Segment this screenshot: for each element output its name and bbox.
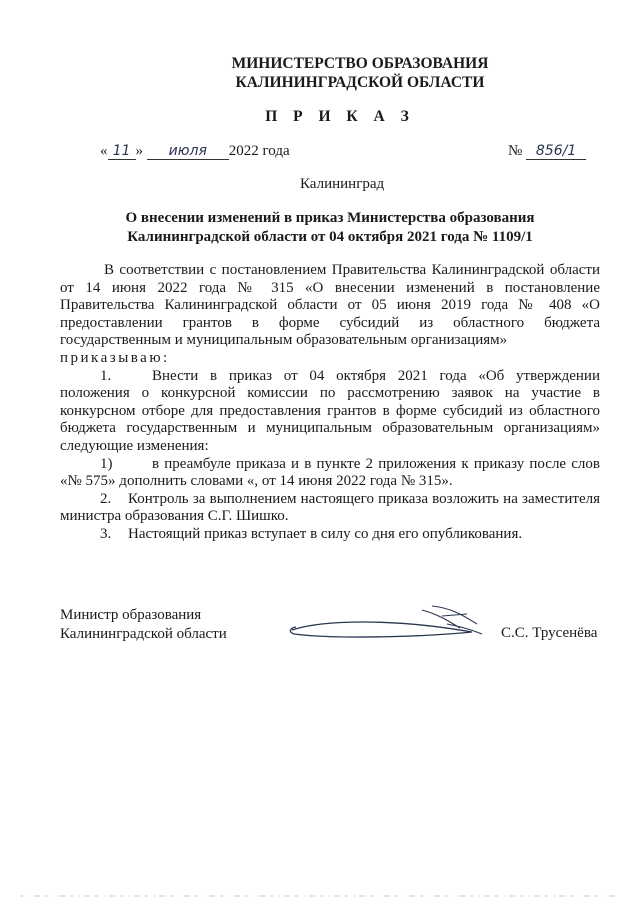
- sub-item-1-text: в преамбуле приказа и в пункте 2 приложения к приказу после слов «№ 575» дополнить словами «, от 14 июня 2022 года № 315».: [60, 455, 600, 490]
- sub-item-1: [60, 456, 600, 491]
- document-date: [100, 143, 290, 160]
- date-month: июля: [147, 144, 229, 160]
- signatory-title: [60, 606, 227, 644]
- ministry-line-1: МИНИСТЕРСТВО ОБРАЗОВАНИЯ: [231, 55, 489, 72]
- signatory-title-line-2: Калининградской области: [60, 626, 227, 642]
- item-1-text: Внести в приказ от 04 октября 2021 года «Об утверждении положения о конкурсной комиссии по рассмотрению заявок на участие в конкурсном отборе для предоставления грантов в форме субсидий из областного бюджета государственным и муниципальным образовательным организациям» следующие изменения:: [60, 367, 600, 454]
- sub-item-1-number: 1): [100, 455, 113, 472]
- date-close-quote: »: [135, 143, 143, 159]
- item-2-text: Контроль за выполнением настоящего приказа возложить на заместителя министра образования С.Г. Шишко.: [60, 490, 600, 525]
- number-label: №: [508, 143, 523, 159]
- item-1: [60, 368, 600, 456]
- signatory-title-line-1: Министр образования: [60, 607, 202, 623]
- handwritten-signature: [282, 598, 492, 648]
- item-1-number: 1.: [100, 367, 112, 384]
- subject-line-2: Калининградской области от 04 октября 2021 года № 1109/1: [127, 229, 533, 245]
- date-open-quote: «: [100, 143, 108, 159]
- number-value: 856/1: [526, 144, 586, 160]
- document-body: [60, 262, 600, 544]
- preamble-paragraph: В соответствии с постановлением Правительства Калининградской области от 14 июня 2022 года № 315 «О внесении изменений в постановление Правительства Калининградской области от 05 июня 2019 года № 408 «О предоставлении грантов в форме субсидий из областного бюджета государственным и муниципальным образовательным организациям»: [60, 262, 600, 349]
- document-type: П Р И К А З: [265, 108, 415, 125]
- item-3: [60, 526, 600, 544]
- city: Калининград: [300, 176, 385, 192]
- document-number: [508, 143, 586, 160]
- subject-line-1: О внесении изменений в приказ Министерства образования: [125, 210, 535, 226]
- ministry-header: [0, 54, 640, 92]
- item-2-number: 2.: [100, 490, 112, 507]
- date-year: 2022 года: [228, 143, 290, 159]
- item-3-text: Настоящий приказ вступает в силу со дня его опубликования.: [128, 525, 523, 542]
- ministry-line-2: КАЛИНИНГРАДСКОЙ ОБЛАСТИ: [235, 74, 485, 91]
- order-word: приказываю:: [60, 349, 170, 366]
- scan-artifact-line: [0, 893, 640, 899]
- item-2: [60, 491, 600, 526]
- date-day: 11: [108, 144, 136, 160]
- document-subject: [60, 209, 600, 247]
- item-3-number: 3.: [100, 525, 112, 542]
- signatory-name: С.С. Трусенёва: [501, 625, 598, 641]
